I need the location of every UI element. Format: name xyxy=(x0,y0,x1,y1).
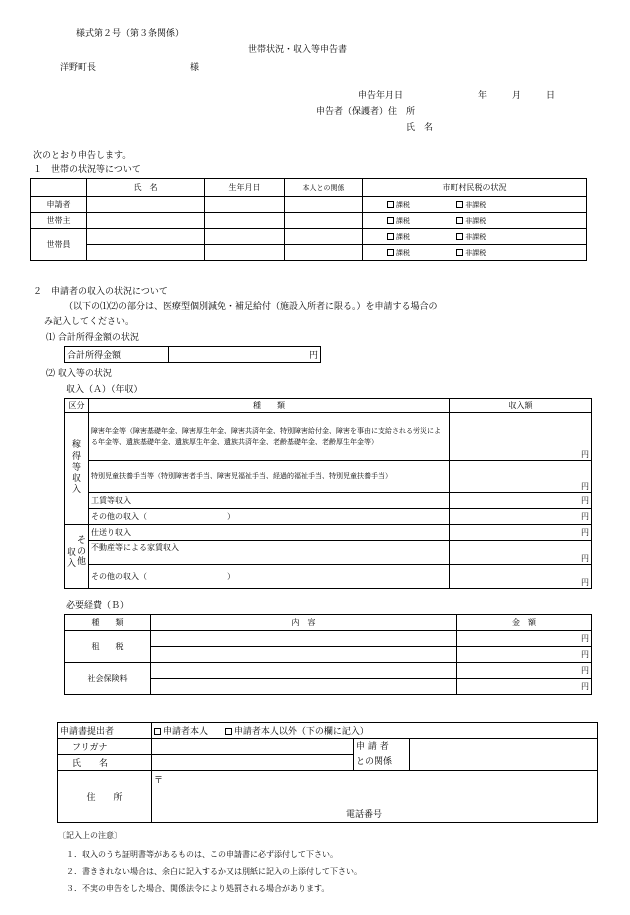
note-2: ２．書ききれない場合は、余白に記入するか又は別紙に記入の上添付して下さい。 xyxy=(66,867,362,876)
taxed-checkbox[interactable]: 課税 xyxy=(387,201,410,209)
taxed-checkbox[interactable]: 課税 xyxy=(387,217,410,225)
wage-amount[interactable]: 円 xyxy=(450,493,592,509)
remittance-row: 仕送り収入 xyxy=(89,525,450,541)
tax-amount-1[interactable]: 円 xyxy=(457,631,592,647)
col-tax-status: 市町村民税の状況 xyxy=(363,179,587,197)
notes-heading: 〔記入上の注意〕 xyxy=(58,831,122,840)
furigana-field[interactable] xyxy=(152,739,354,755)
nontaxed-checkbox[interactable]: 非課税 xyxy=(456,217,486,225)
col-name: 氏 名 xyxy=(87,179,205,197)
submitter-table xyxy=(57,722,598,823)
subsection1-title: ⑴ 合計所得金額の状況 xyxy=(46,333,139,343)
household-table xyxy=(30,178,587,261)
income-a-title: 収入（Ａ）（年収） xyxy=(66,385,143,395)
other-other-amount[interactable]: 円 xyxy=(450,565,592,589)
tax-amount-2[interactable]: 円 xyxy=(457,647,592,663)
income-table xyxy=(64,398,592,589)
nontaxed-checkbox[interactable]: 非課税 xyxy=(456,201,486,209)
form-number: 様式第２号（第３条関係） xyxy=(76,29,185,39)
note-3: ３．不実の申告をした場合、関係法令により処罰される場合があります。 xyxy=(66,884,330,893)
section2-title: ２ 申請者の収入の状況について xyxy=(33,287,168,297)
other-other-row: その他の収入（ ） xyxy=(89,565,450,589)
other-checkbox[interactable]: 申請者本人以外（下の欄に記入） xyxy=(225,727,369,737)
col-expense-kind: 種 類 xyxy=(65,615,151,631)
date-label: 申告年月日 xyxy=(358,91,404,101)
col-dob: 生年月日 xyxy=(205,179,285,197)
other-earned-row: その他の収入（ ） xyxy=(89,509,450,525)
other-income-label: その他 収入 xyxy=(65,525,89,589)
other-earned-amount[interactable]: 円 xyxy=(450,509,592,525)
relation-field[interactable] xyxy=(410,739,598,771)
col-category: 区分 xyxy=(65,399,89,413)
remittance-amount[interactable]: 円 xyxy=(450,525,592,541)
col-kind: 種 類 xyxy=(89,399,450,413)
tax-label: 租 税 xyxy=(65,631,151,663)
nontaxed-checkbox[interactable]: 非課税 xyxy=(456,249,486,257)
expenses-table xyxy=(64,614,592,695)
addressee: 洋野町長 xyxy=(60,63,97,73)
allowance-row: 特別児童扶養手当等（特別障害者手当、障害児福祉手当、経過的福祉手当、特別児童扶養手当） xyxy=(89,461,450,493)
col-expense-amount: 金 額 xyxy=(457,615,592,631)
row-applicant: 申請者 xyxy=(31,197,87,213)
pension-row: 障害年金等（障害基礎年金、障害厚生年金、障害共済年金、特別障害給付金、障害を事由に支給される労災による年金等、遺族基礎年金、遺族厚生年金、遺族共済年金、老齢基礎年金、老齢厚生年金等） xyxy=(89,413,450,461)
pension-amount[interactable]: 円 xyxy=(450,413,592,461)
subsection2-title: ⑵ 収入等の状況 xyxy=(46,369,112,379)
col-relation: 本人との関係 xyxy=(285,179,363,197)
nontaxed-checkbox[interactable]: 非課税 xyxy=(456,233,486,241)
honorific: 様 xyxy=(190,63,200,73)
furigana-label: フリガナ xyxy=(58,739,152,755)
col-amount: 収入額 xyxy=(450,399,592,413)
col-expense-content: 内 容 xyxy=(151,615,457,631)
year-label: 年 xyxy=(478,91,488,101)
social-amount-2[interactable]: 円 xyxy=(457,679,592,695)
name-label: 氏 名 xyxy=(58,755,152,771)
name-field[interactable] xyxy=(152,755,354,771)
relation-label: 申 請 者 との関係 xyxy=(354,739,410,771)
postal-mark: 〒 xyxy=(154,776,164,786)
taxed-checkbox[interactable]: 課税 xyxy=(387,233,410,241)
rent-row: 不動産等による家賃収入 xyxy=(89,541,450,565)
section2-note-line2: み記入してください。 xyxy=(44,317,135,327)
page-title: 世帯状況・収入等申告書 xyxy=(248,45,348,55)
social-insurance-label: 社会保険料 xyxy=(65,663,151,695)
expenses-title: 必要経費（Ｂ） xyxy=(66,601,130,611)
total-income-field[interactable]: 円 xyxy=(169,347,321,363)
applicant-name-label: 氏 名 xyxy=(406,123,434,133)
address-field[interactable] xyxy=(152,771,598,823)
total-income-label: 合計所得金額 xyxy=(65,347,169,363)
allowance-amount[interactable]: 円 xyxy=(450,461,592,493)
row-member: 世帯員 xyxy=(31,229,87,261)
rent-amount[interactable]: 円 xyxy=(450,541,592,565)
earned-income-label: 稼得等収入 xyxy=(65,413,89,525)
row-head: 世帯主 xyxy=(31,213,87,229)
address-label: 住 所 xyxy=(58,771,152,823)
section2-note-line1: （以下の⑴⑵の部分は、医療型個別減免・補足給付（施設入所者に限る。）を申請する場合の xyxy=(64,302,438,312)
section1-title: １ 世帯の状況等について xyxy=(33,165,141,175)
submitter-label: 申請書提出者 xyxy=(58,723,152,739)
social-amount-1[interactable]: 円 xyxy=(457,663,592,679)
intro-text: 次のとおり申告します。 xyxy=(33,151,132,161)
applicant-address-label: 申告者（保護者）住 所 xyxy=(316,107,416,117)
phone-label: 電話番号 xyxy=(346,810,383,820)
self-checkbox[interactable]: 申請者本人 xyxy=(154,727,208,737)
wage-row: 工賃等収入 xyxy=(89,493,450,509)
total-income-table xyxy=(64,346,321,363)
taxed-checkbox[interactable]: 課税 xyxy=(387,249,410,257)
note-1: １．収入のうち証明書等があるものは、この申請書に必ず添付して下さい。 xyxy=(66,850,338,859)
day-label: 日 xyxy=(546,91,556,101)
month-label: 月 xyxy=(512,91,522,101)
